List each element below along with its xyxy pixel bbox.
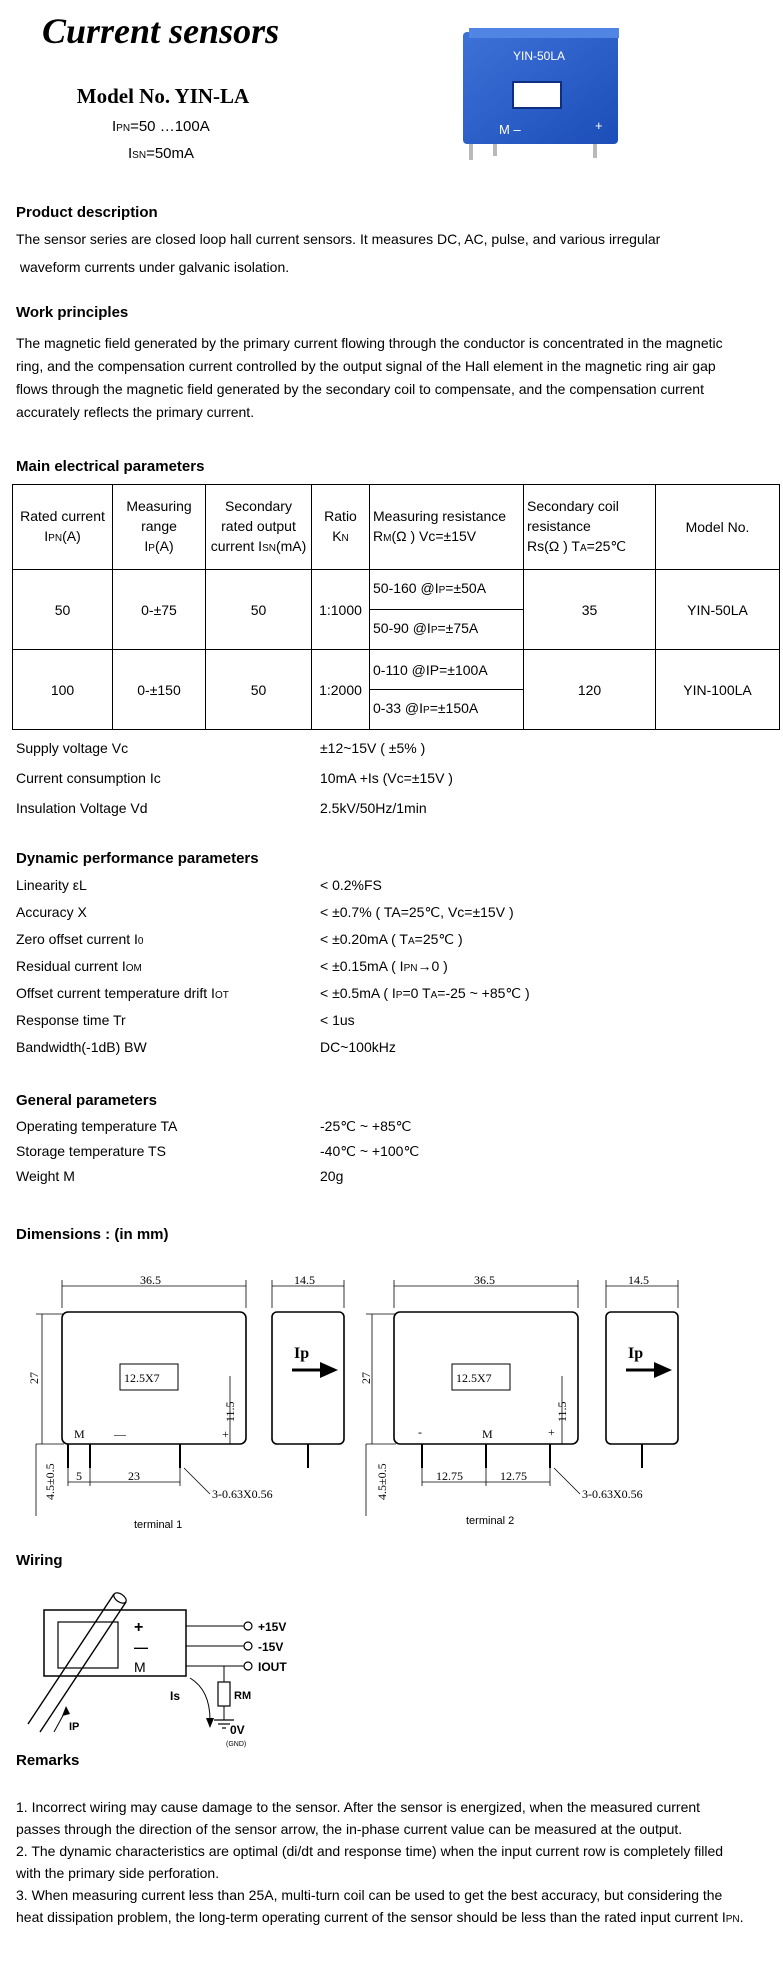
operating-temp-label: Operating temperature TA: [16, 1118, 178, 1134]
rated-output-spec: ISN=50mA: [128, 145, 195, 162]
product-m: M –: [499, 122, 521, 137]
svg-text:M: M: [134, 1659, 146, 1675]
svg-text:—: —: [134, 1639, 148, 1655]
svg-text:11.5: 11.5: [555, 1401, 569, 1422]
svg-text:12.5X7: 12.5X7: [124, 1371, 160, 1385]
product-plus: +: [595, 118, 603, 133]
work-principles-heading: Work principles: [16, 304, 129, 321]
general-heading: General parameters: [16, 1092, 157, 1109]
svg-text:4.5±0.5: 4.5±0.5: [43, 1463, 57, 1500]
svg-text:-: -: [418, 1425, 422, 1439]
bandwidth-label: Bandwidth(-1dB) BW: [16, 1039, 147, 1055]
current-consumption-value: 10mA +Is (Vc=±15V ): [320, 770, 453, 786]
rated-current-spec: IPN=50 …100A: [112, 118, 210, 135]
main-params-heading: Main electrical parameters: [16, 458, 205, 475]
operating-temp-value: -25℃ ~ +85℃: [320, 1118, 412, 1134]
response-time-label: Response time Tr: [16, 1012, 126, 1028]
accuracy-label: Accuracy X: [16, 904, 87, 920]
svg-text:Is: Is: [170, 1689, 181, 1703]
product-photo: [455, 24, 630, 164]
svg-text:+: +: [222, 1427, 229, 1441]
table-row: 50 0-±75 50 1:1000 50-160 @IP=±50A 35 YIN-50LA: [13, 570, 780, 610]
terminal-2-caption: terminal 2: [466, 1515, 515, 1527]
weight-value: 20g: [320, 1168, 344, 1184]
svg-text:11.5: 11.5: [223, 1401, 237, 1422]
table-header-row: [13, 485, 780, 570]
residual-current-value: < ±0.15mA ( IPN→0 ): [320, 958, 448, 974]
header-measuring-resistance: Measuring resistance RM(Ω ) Vc=±15V: [370, 485, 524, 570]
header-rated-current: Rated current IPN(A): [13, 485, 113, 570]
dynamic-heading: Dynamic performance parameters: [16, 850, 259, 867]
supply-voltage-value: ±12~15V ( ±5% ): [320, 740, 426, 756]
storage-temp-value: -40℃ ~ +100℃: [320, 1143, 420, 1159]
svg-text:5: 5: [76, 1469, 82, 1483]
table-row: 100 0-±150 50 1:2000 0-110 @IP=±100A 120 YIN-100LA: [13, 650, 780, 690]
header-model: Model No.: [656, 485, 780, 570]
main-params-table: [12, 484, 780, 730]
zero-offset-label: Zero offset current I0: [16, 931, 144, 947]
svg-text:36.5: 36.5: [474, 1273, 495, 1287]
svg-text:Ip: Ip: [294, 1345, 310, 1362]
product-description-heading: Product description: [16, 204, 158, 221]
work-principles-text: The magnetic field generated by the primary current flowing through the conductor is concentrated in the magnetic ring, and the compensation current controlled by the output signal of the Hall element in the magnetic ring air gap flows through the magnetic field generated by the secondary coil to compensate, and the compensation current accurately reflects the primary current.: [16, 335, 723, 420]
weight-label: Weight M: [16, 1168, 75, 1184]
response-time-value: < 1us: [320, 1012, 355, 1028]
accuracy-value: < ±0.7% ( TA=25℃, Vc=±15V ): [320, 904, 514, 920]
svg-text:27: 27: [27, 1372, 41, 1384]
svg-text:3-0.63X0.56: 3-0.63X0.56: [582, 1487, 643, 1501]
bandwidth-value: DC~100kHz: [320, 1039, 396, 1055]
dimensions-heading: Dimensions : (in mm): [16, 1226, 169, 1243]
svg-text:27: 27: [359, 1372, 373, 1384]
header-coil-resistance: Secondary coil resistance Rs(Ω ) TA=25℃: [524, 485, 656, 570]
svg-text:4.5±0.5: 4.5±0.5: [375, 1463, 389, 1500]
remarks-text: 1. Incorrect wiring may cause damage to the sensor. After the sensor is energized, when the measured current passes through the direction of the sensor arrow, the in-phase current value can be measured at the output. 2. The dynamic characteristics are optimal (di/dt and response time) when the input current row is completely filled with the primary side perforation. 3. When measuring current less than 25A, multi-turn coil can be used to get the best accuracy, but considering the heat dissipation problem, the long-term operating current of the sensor should be less than the rated input current IPN.: [16, 1799, 744, 1925]
svg-text:(GND): (GND): [226, 1741, 247, 1748]
wiring-diagram: [14, 1582, 344, 1752]
svg-text:14.5: 14.5: [628, 1273, 649, 1287]
insulation-voltage-label: Insulation Voltage Vd: [16, 800, 148, 816]
svg-text:12.75: 12.75: [500, 1469, 527, 1483]
svg-text:—: —: [114, 1427, 126, 1441]
terminal-1-drawing: [24, 1272, 364, 1536]
terminal-1-caption: terminal 1: [134, 1519, 183, 1531]
temp-drift-value: < ±0.5mA ( IP=0 TA=-25 ~ +85℃ ): [320, 985, 530, 1001]
table-row: 50-90 @IP=±75A: [13, 610, 780, 650]
svg-text:0V: 0V: [230, 1723, 245, 1737]
table-row: 0-33 @IP=±150A: [13, 690, 780, 730]
current-consumption-label: Current consumption Ic: [16, 770, 161, 786]
svg-text:+15V: +15V: [258, 1620, 287, 1634]
insulation-voltage-value: 2.5kV/50Hz/1min: [320, 800, 427, 816]
model-number: Model No. YIN-LA: [76, 84, 250, 108]
svg-text:IOUT: IOUT: [258, 1660, 287, 1674]
svg-text:M: M: [482, 1427, 493, 1441]
residual-current-label: Residual current IOM: [16, 958, 142, 974]
temp-drift-label: Offset current temperature drift IOT: [16, 985, 229, 1001]
storage-temp-label: Storage temperature TS: [16, 1143, 166, 1159]
zero-offset-value: < ±0.20mA ( TA=25℃ ): [320, 931, 463, 947]
svg-text:M: M: [74, 1427, 85, 1441]
terminal-2-drawing: [359, 1272, 702, 1536]
wiring-heading: Wiring: [16, 1552, 63, 1569]
svg-text:IP: IP: [69, 1721, 80, 1733]
svg-text:23: 23: [128, 1469, 140, 1483]
svg-text:RM: RM: [234, 1690, 252, 1702]
header-measuring-range: Measuring range IP(A): [113, 485, 206, 570]
header-ratio: Ratio KN: [312, 485, 370, 570]
svg-text:-15V: -15V: [258, 1640, 284, 1654]
svg-text:14.5: 14.5: [294, 1273, 315, 1287]
svg-text:36.5: 36.5: [140, 1273, 161, 1287]
linearity-value: < 0.2%FS: [320, 877, 382, 893]
product-label: YIN-50LA: [513, 49, 566, 63]
svg-text:12.5X7: 12.5X7: [456, 1371, 492, 1385]
header-rated-output: Secondary rated output current ISN(mA): [206, 485, 312, 570]
supply-voltage-label: Supply voltage Vc: [16, 740, 129, 756]
remarks-heading: Remarks: [16, 1752, 80, 1769]
svg-text:+: +: [548, 1425, 555, 1439]
page-title: Current sensors: [42, 11, 280, 51]
svg-text:3-0.63X0.56: 3-0.63X0.56: [212, 1487, 273, 1501]
svg-text:12.75: 12.75: [436, 1469, 463, 1483]
linearity-label: Linearity εL: [16, 877, 87, 893]
svg-text:Ip: Ip: [628, 1345, 644, 1362]
svg-text:+: +: [134, 1619, 144, 1636]
product-description-text: The sensor series are closed loop hall current sensors. It measures DC, AC, pulse, and various irregular waveform currents under galvanic isolation.: [16, 231, 661, 275]
